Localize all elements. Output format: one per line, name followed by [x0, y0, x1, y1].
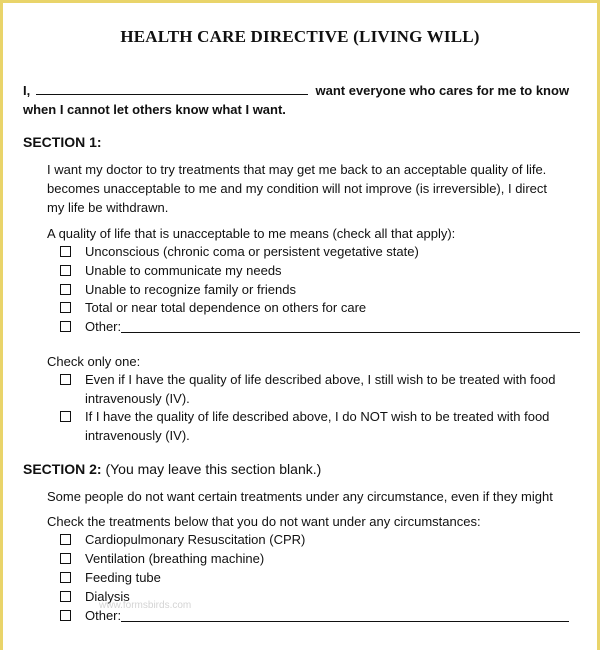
other-blank-field[interactable] [121, 610, 569, 622]
section-2-note: (You may leave this section blank.) [105, 461, 322, 477]
section-1-paragraph [47, 160, 547, 217]
treatment-label: Dialysis [85, 589, 130, 604]
section-2-title: SECTION 2: [23, 461, 102, 477]
section-1-heading: SECTION 1: [23, 134, 102, 150]
section-2-paragraph: Some people do not want certain treatments under any circumstance, even if they might [47, 489, 553, 504]
treatments-prompt: Check the treatments below that you do not want under any circumstances: [47, 514, 481, 529]
quality-option-label: Unable to recognize family or friends [85, 282, 296, 297]
treatment-feeding-tube[interactable] [60, 568, 161, 587]
checkbox[interactable] [60, 284, 71, 295]
checkbox[interactable] [60, 374, 71, 385]
checkbox[interactable] [60, 411, 71, 422]
document-page [3, 3, 597, 650]
checkbox[interactable] [60, 591, 71, 602]
check-one-option-no-treat-cont: intravenously (IV). [85, 428, 190, 443]
quality-option-unconscious[interactable] [60, 242, 419, 261]
check-one-option-no-treat[interactable] [60, 407, 549, 426]
document-title: HEALTH CARE DIRECTIVE (LIVING WILL) [120, 27, 480, 46]
quality-option-label: Unable to communicate my needs [85, 263, 282, 278]
treatment-label: Other: [85, 608, 122, 623]
intro-suffix: want everyone who cares for me to know [315, 83, 570, 98]
watermark: www.formsbirds.com [99, 600, 192, 611]
checkbox[interactable] [60, 610, 71, 621]
checkbox[interactable] [60, 321, 71, 332]
intro-prefix: I, [23, 83, 31, 98]
section-1-para-line: I want my doctor to try treatments that may get me back to an acceptable quality of life. [47, 162, 547, 177]
check-one-option-label: If I have the quality of life described above, I do NOT wish to be treated with food [85, 409, 550, 424]
checkbox[interactable] [60, 246, 71, 257]
check-one-option-label: Even if I have the quality of life described above, I still wish to be treated with food [85, 372, 556, 387]
treatment-label: Ventilation (breathing machine) [85, 551, 265, 566]
checkbox[interactable] [60, 534, 71, 545]
checkbox[interactable] [60, 572, 71, 583]
quality-option-dependence[interactable] [60, 298, 366, 317]
check-one-option-treat[interactable] [60, 370, 555, 389]
intro-line-1 [23, 83, 569, 98]
name-blank-field[interactable] [36, 83, 308, 95]
quality-option-other[interactable] [60, 317, 580, 336]
checkbox[interactable] [60, 553, 71, 564]
quality-option-recognize[interactable] [60, 280, 296, 299]
treatment-ventilation[interactable] [60, 549, 264, 568]
section-1-para-line: my life be withdrawn. [47, 200, 169, 215]
other-blank-field[interactable] [121, 321, 580, 333]
quality-option-label: Other: [85, 319, 122, 334]
section-1-para-line: becomes unacceptable to me and my condition will not improve (is irreversible), I direct [47, 181, 547, 196]
treatment-label: Cardiopulmonary Resuscitation (CPR) [85, 532, 306, 547]
quality-option-label: Total or near total dependence on others for care [85, 300, 367, 315]
intro-line-2: when I cannot let others know what I want. [23, 102, 286, 117]
quality-prompt: A quality of life that is unacceptable to me means (check all that apply): [47, 226, 456, 241]
check-one-option-treat-cont: intravenously (IV). [85, 391, 190, 406]
quality-option-communicate[interactable] [60, 261, 282, 280]
section-2-heading [23, 461, 321, 477]
quality-option-label: Unconscious (chronic coma or persistent vegetative state) [85, 244, 419, 259]
treatment-label: Feeding tube [85, 570, 161, 585]
check-one-prompt: Check only one: [47, 354, 141, 369]
treatment-cpr[interactable] [60, 530, 305, 549]
checkbox[interactable] [60, 302, 71, 313]
checkbox[interactable] [60, 265, 71, 276]
